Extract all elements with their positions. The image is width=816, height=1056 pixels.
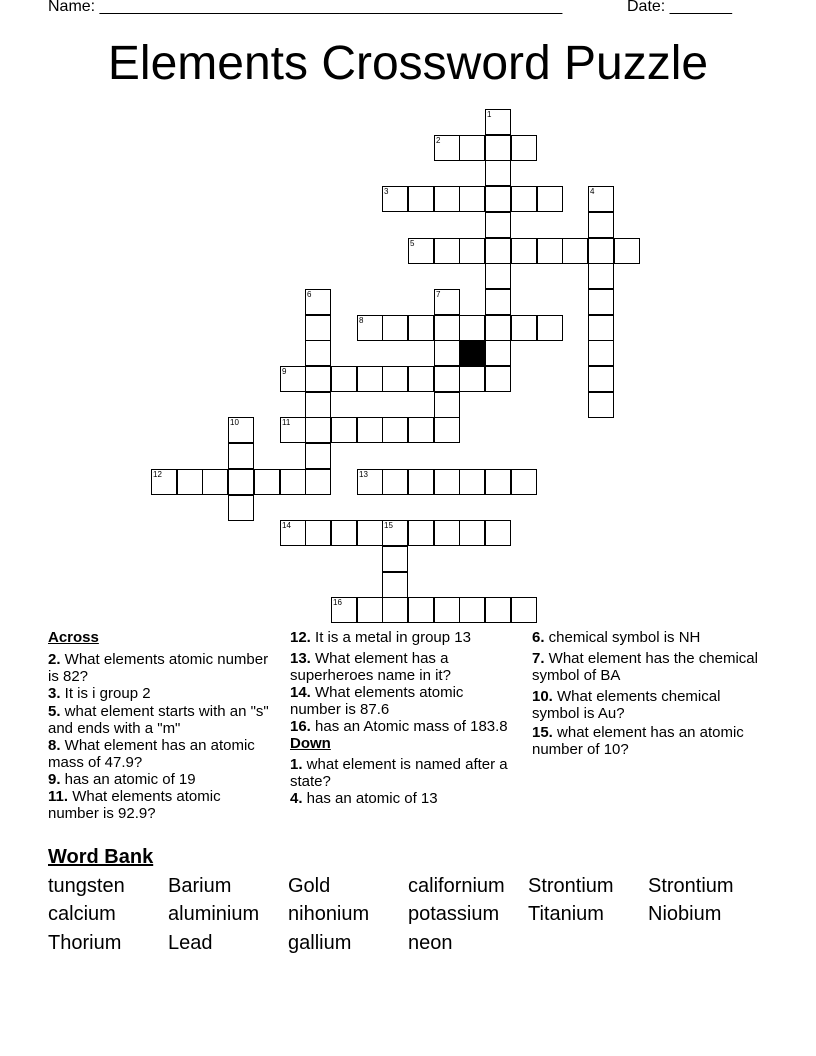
crossword-cell[interactable]	[357, 520, 383, 546]
crossword-cell[interactable]	[511, 186, 537, 212]
crossword-cell[interactable]	[382, 597, 408, 623]
clue-across-11: 11. What elements atomic number is 92.9?	[48, 788, 221, 822]
word-bank-word: Strontium	[528, 875, 614, 897]
clue-number: 7	[436, 290, 441, 299]
crossword-cell[interactable]	[485, 135, 511, 161]
crossword-cell[interactable]	[588, 289, 614, 315]
crossword-cell[interactable]	[331, 417, 357, 443]
clue-across-14: 14. What elements atomic number is 87.6	[290, 684, 464, 718]
crossword-cell[interactable]	[434, 186, 460, 212]
crossword-cell[interactable]	[228, 495, 254, 521]
clue-number: 16	[333, 598, 342, 607]
crossword-cell[interactable]	[434, 340, 460, 366]
crossword-cell[interactable]	[280, 469, 306, 495]
crossword-cell[interactable]	[305, 520, 331, 546]
crossword-cell[interactable]	[382, 366, 408, 392]
clues-column-2	[290, 629, 515, 807]
crossword-cell[interactable]	[305, 289, 331, 315]
word-bank-word: Strontium	[648, 875, 734, 897]
clue-number: 6	[307, 290, 312, 299]
crossword-cell[interactable]	[357, 315, 383, 341]
crossword-cell[interactable]	[228, 469, 254, 495]
crossword-cell[interactable]	[382, 546, 408, 572]
crossword-cell[interactable]	[459, 315, 485, 341]
clue-number: 8	[359, 316, 364, 325]
crossword-cell[interactable]	[434, 315, 460, 341]
crossword-cell[interactable]	[331, 366, 357, 392]
crossword-cell[interactable]	[382, 315, 408, 341]
clue-across-16: 16. has an Atomic mass of 183.8	[290, 718, 508, 735]
crossword-cell[interactable]	[305, 392, 331, 418]
crossword-cell[interactable]	[382, 186, 408, 212]
clue-down-1: 1. what element is named after a state?	[290, 756, 508, 790]
crossword-cell[interactable]	[408, 597, 434, 623]
crossword-cell[interactable]	[459, 597, 485, 623]
crossword-cell[interactable]	[485, 160, 511, 186]
name-field-label: Name: ____________________________________________________	[48, 0, 563, 15]
crossword-cell[interactable]	[305, 469, 331, 495]
crossword-cell[interactable]	[408, 315, 434, 341]
crossword-cell[interactable]	[357, 417, 383, 443]
crossword-cell[interactable]	[434, 417, 460, 443]
crossword-cell[interactable]	[434, 238, 460, 264]
clue-across-2: 2. What elements atomic number is 82?	[48, 651, 269, 685]
clue-number: 3	[384, 187, 389, 196]
crossword-cell[interactable]	[537, 315, 563, 341]
word-bank-word: californium	[408, 875, 505, 897]
crossword-cell[interactable]	[434, 366, 460, 392]
crossword-cell[interactable]	[485, 186, 511, 212]
crossword-cell[interactable]	[357, 366, 383, 392]
crossword-cell[interactable]	[485, 238, 511, 264]
clue-across-13: 13. What element has a superheroes name in it?	[290, 650, 451, 684]
crossword-cell[interactable]	[280, 417, 306, 443]
crossword-cell[interactable]	[408, 366, 434, 392]
crossword-cell[interactable]	[434, 135, 460, 161]
crossword-cell[interactable]	[511, 469, 537, 495]
clues-column-3	[532, 629, 767, 758]
word-bank-word: nihonium	[288, 903, 370, 925]
crossword-cell[interactable]	[305, 340, 331, 366]
across-heading: Across	[48, 629, 99, 646]
word-bank-word: Thorium	[48, 932, 122, 954]
crossword-cell[interactable]	[434, 597, 460, 623]
word-bank-word: Barium	[168, 875, 232, 897]
crossword-cell[interactable]	[459, 238, 485, 264]
crossword-cell[interactable]	[151, 469, 177, 495]
clue-down-6: 6. chemical symbol is NH	[532, 629, 701, 646]
crossword-cell[interactable]	[228, 417, 254, 443]
crossword-cell[interactable]	[485, 289, 511, 315]
crossword-cell[interactable]	[485, 109, 511, 135]
crossword-cell[interactable]	[485, 263, 511, 289]
clue-across-12: 12. It is a metal in group 13	[290, 629, 471, 646]
word-bank-word: Niobium	[648, 903, 722, 925]
word-bank-word: neon	[408, 932, 453, 954]
word-bank-word: Lead	[168, 932, 213, 954]
crossword-cell[interactable]	[588, 212, 614, 238]
crossword-cell[interactable]	[511, 315, 537, 341]
crossword-cell[interactable]	[511, 135, 537, 161]
word-bank-heading: Word Bank	[48, 846, 154, 868]
crossword-cell[interactable]	[459, 366, 485, 392]
crossword-cell[interactable]	[588, 340, 614, 366]
word-bank-word: Titanium	[528, 903, 604, 925]
date-field-label: Date: _______	[627, 0, 732, 15]
crossword-cell[interactable]	[434, 469, 460, 495]
clue-number: 9	[282, 367, 287, 376]
crossword-cell[interactable]	[408, 238, 434, 264]
clue-down-4: 4. has an atomic of 13	[290, 790, 438, 807]
crossword-cell[interactable]	[459, 520, 485, 546]
word-bank-word: tungsten	[48, 875, 125, 897]
crossword-cell[interactable]	[408, 186, 434, 212]
clue-across-5: 5. what element starts with an "s" and ends with a "m"	[48, 703, 269, 737]
crossword-cell[interactable]	[331, 597, 357, 623]
word-bank-word: Gold	[288, 875, 331, 897]
crossword-cell[interactable]	[305, 417, 331, 443]
clue-across-3: 3. It is i group 2	[48, 685, 151, 702]
crossword-cell[interactable]	[459, 135, 485, 161]
crossword-cell[interactable]	[588, 238, 614, 264]
crossword-cell[interactable]	[459, 469, 485, 495]
crossword-cell[interactable]	[280, 366, 306, 392]
crossword-cell[interactable]	[511, 597, 537, 623]
crossword-cell[interactable]	[485, 212, 511, 238]
clue-down-10: 10. What elements chemical symbol is Au?	[532, 688, 721, 722]
clue-across-8: 8. What element has an atomic mass of 47.9?	[48, 737, 255, 771]
crossword-cell[interactable]	[485, 520, 511, 546]
crossword-cell[interactable]	[382, 469, 408, 495]
clue-number: 10	[230, 418, 239, 427]
crossword-cell[interactable]	[434, 392, 460, 418]
clue-number: 2	[436, 136, 441, 145]
crossword-cell[interactable]	[228, 443, 254, 469]
crossword-cell[interactable]	[357, 597, 383, 623]
crossword-cell[interactable]	[485, 469, 511, 495]
word-bank-word: gallium	[288, 932, 352, 954]
crossword-cell[interactable]	[588, 263, 614, 289]
crossword-cell[interactable]	[305, 315, 331, 341]
clue-number: 1	[487, 110, 492, 119]
down-heading: Down	[290, 735, 331, 752]
crossword-cell[interactable]	[614, 238, 640, 264]
crossword-cell[interactable]	[408, 520, 434, 546]
word-bank-word: calcium	[48, 903, 116, 925]
crossword-cell[interactable]	[202, 469, 228, 495]
crossword-cell[interactable]	[511, 238, 537, 264]
crossword-cell[interactable]	[434, 520, 460, 546]
clue-down-7: 7. What element has the chemical symbol of BA	[532, 650, 758, 684]
crossword-black-square	[459, 340, 485, 366]
crossword-cell[interactable]	[305, 366, 331, 392]
clue-number: 15	[384, 521, 393, 530]
crossword-cell[interactable]	[588, 186, 614, 212]
crossword-cell[interactable]	[537, 238, 563, 264]
crossword-cell[interactable]	[305, 443, 331, 469]
crossword-cell[interactable]	[254, 469, 280, 495]
crossword-cell[interactable]	[408, 417, 434, 443]
crossword-cell[interactable]	[588, 392, 614, 418]
clue-number: 5	[410, 239, 415, 248]
clue-number: 12	[153, 470, 162, 479]
crossword-cell[interactable]	[588, 366, 614, 392]
crossword-cell[interactable]	[280, 520, 306, 546]
crossword-cell[interactable]	[537, 186, 563, 212]
crossword-cell[interactable]	[177, 469, 203, 495]
crossword-cell[interactable]	[382, 572, 408, 598]
crossword-cell[interactable]	[434, 289, 460, 315]
crossword-cell[interactable]	[485, 340, 511, 366]
word-bank-word: aluminium	[168, 903, 260, 925]
crossword-cell[interactable]	[485, 315, 511, 341]
crossword-cell[interactable]	[331, 520, 357, 546]
crossword-cell[interactable]	[382, 417, 408, 443]
clues-column-1	[48, 629, 273, 822]
crossword-cell[interactable]	[485, 597, 511, 623]
clue-number: 14	[282, 521, 291, 530]
clue-number: 4	[590, 187, 595, 196]
crossword-cell[interactable]	[562, 238, 588, 264]
crossword-cell[interactable]	[357, 469, 383, 495]
clue-down-15: 15. what element has an atomic number of 10?	[532, 724, 744, 758]
crossword-cell[interactable]	[459, 186, 485, 212]
crossword-cell[interactable]	[588, 315, 614, 341]
crossword-cell[interactable]	[382, 520, 408, 546]
clue-across-9: 9. has an atomic of 19	[48, 771, 196, 788]
page-title: Elements Crossword Puzzle	[107, 37, 709, 90]
word-bank-word: potassium	[408, 903, 500, 925]
clue-number: 13	[359, 470, 368, 479]
clue-number: 11	[282, 418, 291, 427]
crossword-cell[interactable]	[408, 469, 434, 495]
crossword-cell[interactable]	[485, 366, 511, 392]
